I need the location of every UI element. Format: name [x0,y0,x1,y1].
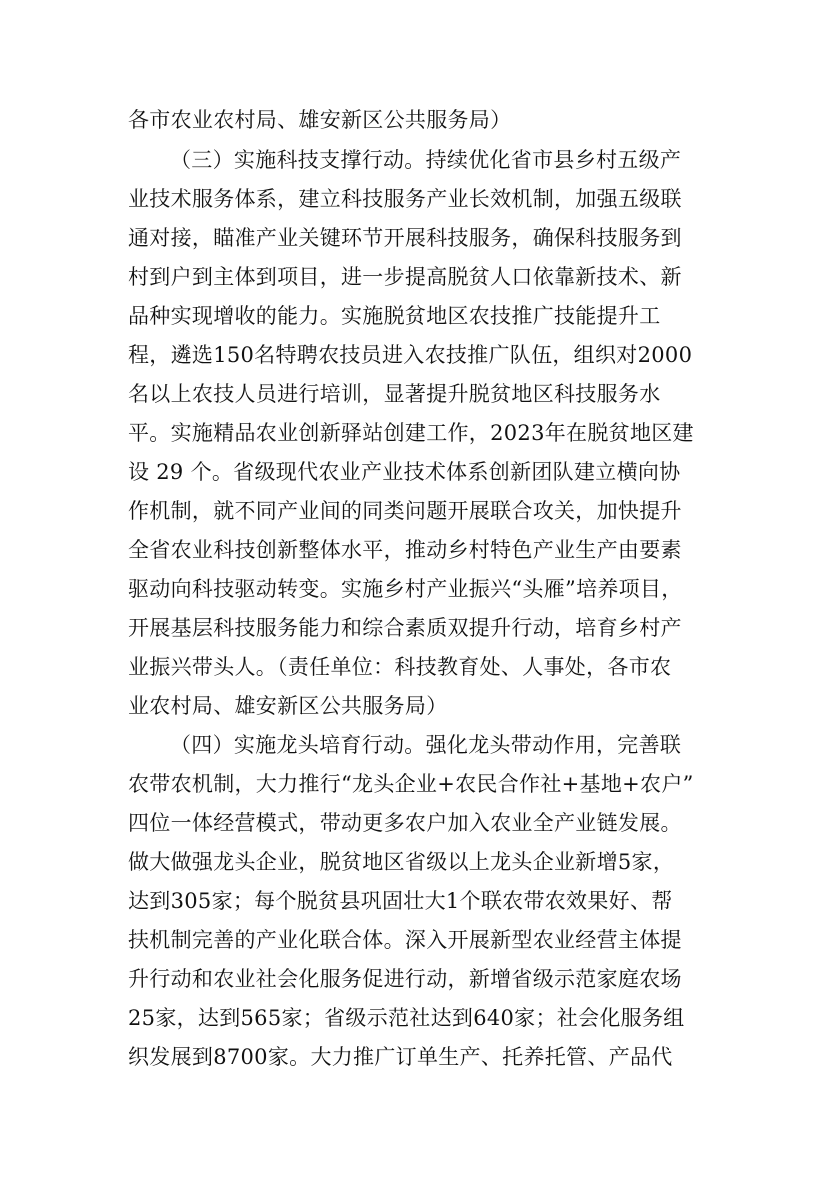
text-line: 作机制，就不同产业间的同类问题开展联合攻关，加快提升 [128,499,682,523]
section-heading-line: （三）实施科技支撑行动。持续优化省市县乡村五级产 [170,148,682,172]
text-line: 设 29 个。省级现代农业产业技术体系创新团队建立横向协 [128,460,681,484]
text-line: 四位一体经营模式，带动更多农户加入农业全产业链发展。 [128,811,682,835]
text-line: 名以上农技人员进行培训，显著提升脱贫地区科技服务水 [128,382,661,406]
text-line: 升行动和农业社会化服务促进行动，新增省级示范家庭农场 [128,967,682,991]
text-line: 扶机制完善的产业化联合体。深入开展新型农业经营主体提 [128,928,682,952]
text-line: 开展基层科技服务能力和综合素质双提升行动，培育乡村产 [128,616,682,640]
text-line: 业振兴带头人。（责任单位：科技教育处、人事处，各市农 [128,655,672,679]
text-line: 驱动向科技驱动转变。实施乡村产业振兴“头雁”培养项目， [128,577,683,601]
text-line: 织发展到8700家。大力推广订单生产、托养托管、产品代 [128,1045,673,1069]
text-line: 业农村局、雄安新区公共服务局） [128,694,448,718]
text-line: 25家，达到565家；省级示范社达到640家；社会化服务组 [128,1006,685,1030]
text-line: 村到户到主体到项目，进一步提高脱贫人口依靠新技术、新 [128,265,682,289]
text-line: 各市农业农村局、雄安新区公共服务局） [128,108,512,132]
text-line: 平。实施精品农业创新驿站创建工作，2023年在脱贫地区建 [128,421,694,445]
text-line: 农带农机制，大力推行“龙头企业+农民合作社+基地+农户” [128,772,694,796]
text-line: 做大做强龙头企业，脱贫地区省级以上龙头企业新增5家， [128,850,675,874]
text-line: 业技术服务体系，建立科技服务产业长效机制，加强五级联 [128,187,682,211]
text-line: 通对接，瞄准产业关键环节开展科技服务，确保科技服务到 [128,226,682,250]
section-heading-line: （四）实施龙头培育行动。强化龙头带动作用，完善联 [170,733,682,757]
text-line: 全省农业科技创新整体水平，推动乡村特色产业生产由要素 [128,538,682,562]
text-line: 达到305家；每个脱贫县巩固壮大1个联农带农效果好、帮 [128,889,673,913]
text-line: 程，遴选150名特聘农技员进入农技推广队伍，组织对2000 [128,343,693,367]
text-line: 品种实现增收的能力。实施脱贫地区农技推广技能提升工 [128,304,661,328]
